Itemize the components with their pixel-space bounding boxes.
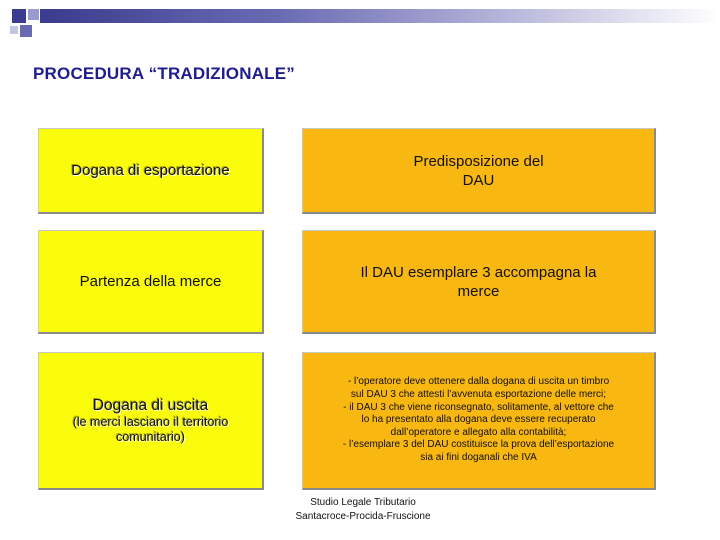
box-dau-esemplare-3 [302, 230, 656, 334]
box-line: Predisposizione del [413, 152, 544, 170]
box-dogana-uscita [38, 352, 264, 490]
decor-square-mid [20, 25, 32, 37]
box-title: Dogana di uscita [92, 397, 209, 414]
box-line: sul DAU 3 che attesti l’avvenuta esportazione delle merci; [350, 389, 607, 401]
box-line: dall’operatore e allegato alla contabilità; [390, 426, 567, 438]
box-line: lo ha presentato alla dogana deve essere recuperato [361, 414, 596, 426]
box-obblighi-operatore [302, 352, 656, 490]
footer-line: Studio Legale Tributario [310, 497, 416, 508]
box-line: - l’operatore deve ottenere dalla dogana di uscita un timbro [347, 376, 610, 388]
box-line: sia ai fini doganali che IVA [420, 451, 537, 463]
decor-square-dark [12, 9, 26, 23]
box-partenza-merce [38, 230, 264, 334]
footer-line: Santacroce-Procida-Fruscione [295, 511, 431, 522]
header-gradient-bar [40, 9, 720, 23]
box-line: merce [457, 282, 500, 300]
box-subtitle-line: comunitario) [116, 430, 185, 444]
box-line: - il DAU 3 che viene riconsegnato, solitamente, al vettore che [343, 401, 614, 413]
box-line: DAU [462, 171, 495, 189]
slide-title: PROCEDURA “TRADIZIONALE” [33, 64, 295, 83]
box-subtitle-line: (le merci lasciano il territorio [72, 415, 229, 429]
box-label: Dogana di esportazione [71, 162, 230, 179]
footer [280, 496, 446, 524]
box-label: Partenza della merce [79, 273, 222, 290]
decor-square-pale [10, 26, 18, 34]
box-predisposizione-dau [302, 128, 656, 214]
box-dogana-esportazione [38, 128, 264, 214]
decor-square-light [28, 9, 39, 20]
box-line: - l’esemplare 3 del DAU costituisce la prova dell’esportazione [342, 439, 615, 451]
box-line: Il DAU esemplare 3 accompagna la [360, 263, 597, 281]
